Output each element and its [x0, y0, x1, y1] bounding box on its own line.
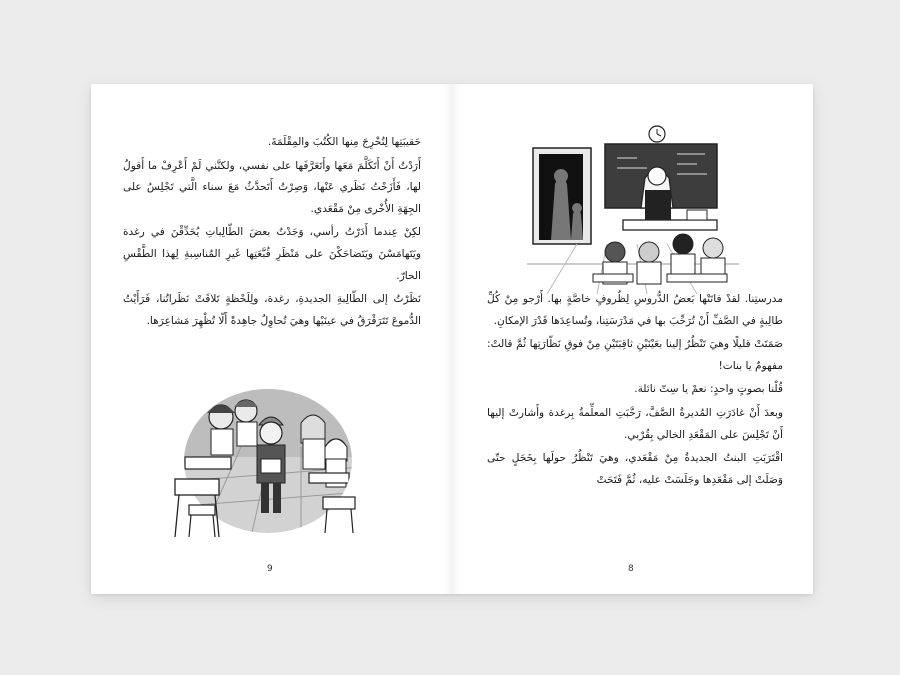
paragraph: أَرَدْتُ أَنْ أَتَكَلَّمَ مَعَها وأَتَعَرَّفَها على نفسي، ولكنَّني لَمْ أَعْرِفْ ما أَقولُ لها، فَأَزَحْتُ نَظَري عَنْها، وَصِرْتُ أَتَحدَّثُ مَعَ سناء الَّتي تَجْلِسُ على الجِهَةِ الأُخْرى مِنْ مَقْعَدي.: [123, 159, 421, 215]
right-page-text: [487, 289, 783, 493]
left-page-text: [123, 132, 421, 334]
paragraph: مدرستِنا. لقدْ فاتَتْها بَعضُ الدُّروسِ لِظُروفٍ خاصَّةٍ بها. أَرْجو مِنْ كُلِّ طالِبةٍ في الصَّفِّ أَنْ تُرَحِّبَ بها في مَدْرَسَتِنا، وتُساعِدَها قَدْرَ الإمكانِ.: [487, 293, 783, 327]
right-page: [452, 84, 813, 594]
paragraph: نَظَرْتُ إلى الطّالِبةِ الجديدةِ، رغدة، ولِلَحْظةٍ تَلاقَتْ نَظَراتُنا، فَرَأَيْتُ الدُّموعَ تَتَرَقْرَقُ في عينَيْها وهيَ تُحاوِلُ جاهِدةً أَلّا تُظْهِرَ مَشاعِرَها.: [123, 293, 421, 327]
book-spread: [91, 84, 813, 594]
page-number: 9: [267, 564, 273, 574]
girls-in-classroom-illustration: [171, 387, 361, 539]
paragraph: صَمَتَتْ قليلًا وهيَ تَنْظُرُ إلينا بعَيْنَيْنِ ثاقِبَتَيْنِ مِنْ فوقِ نَظّارَتِها ثُمَّ قالتْ: مفهومٌ يا بنات!: [487, 338, 783, 372]
paragraph: قُلْنا بصوتٍ واحدٍ: نعمْ يا سِتّ نائلة.: [634, 383, 783, 396]
paragraph: اقْتَرَبَتِ البنتُ الجديدةُ مِنْ مَقْعَدي، وهيَ تَنْظُرُ حولَها بِخَجَلٍ حتّى وَصَلَتْ إلى مَقْعَدِها وجَلَسَتْ عليه، ثُمَّ فَتَحَتْ: [487, 452, 783, 486]
page-number: 8: [628, 564, 634, 574]
paragraph: وبعدَ أَنْ غادَرَتِ المُديرةُ الصَّفَّ، رَحَّبَتِ المعلِّمةُ بِرغدة وأَشارتْ إليها أَنْ تَجْلِسَ على المَقْعَدِ الخالي بِقُرْبي.: [487, 406, 783, 441]
paragraph: لكِنْ عِندما أَدَرْتُ رأسي، وَجَدْتُ بعضَ الطّالِباتِ يُحَدِّقْنَ في رغدة ويَتَهامَسْنَ ويَتَضاحَكْنَ على مَنْظَرِ قُبَّعَتِها غَيرِ المُناسِبةِ لِهذا الطَّقْسِ الحارّ.: [123, 226, 421, 282]
paragraph: حَقيبَتِها لِتُخْرِجَ مِنها الكُتُبَ والمِقْلَمَةَ.: [267, 136, 421, 148]
teacher-and-students-classroom-illustration: [527, 124, 739, 294]
left-page: [91, 84, 452, 594]
